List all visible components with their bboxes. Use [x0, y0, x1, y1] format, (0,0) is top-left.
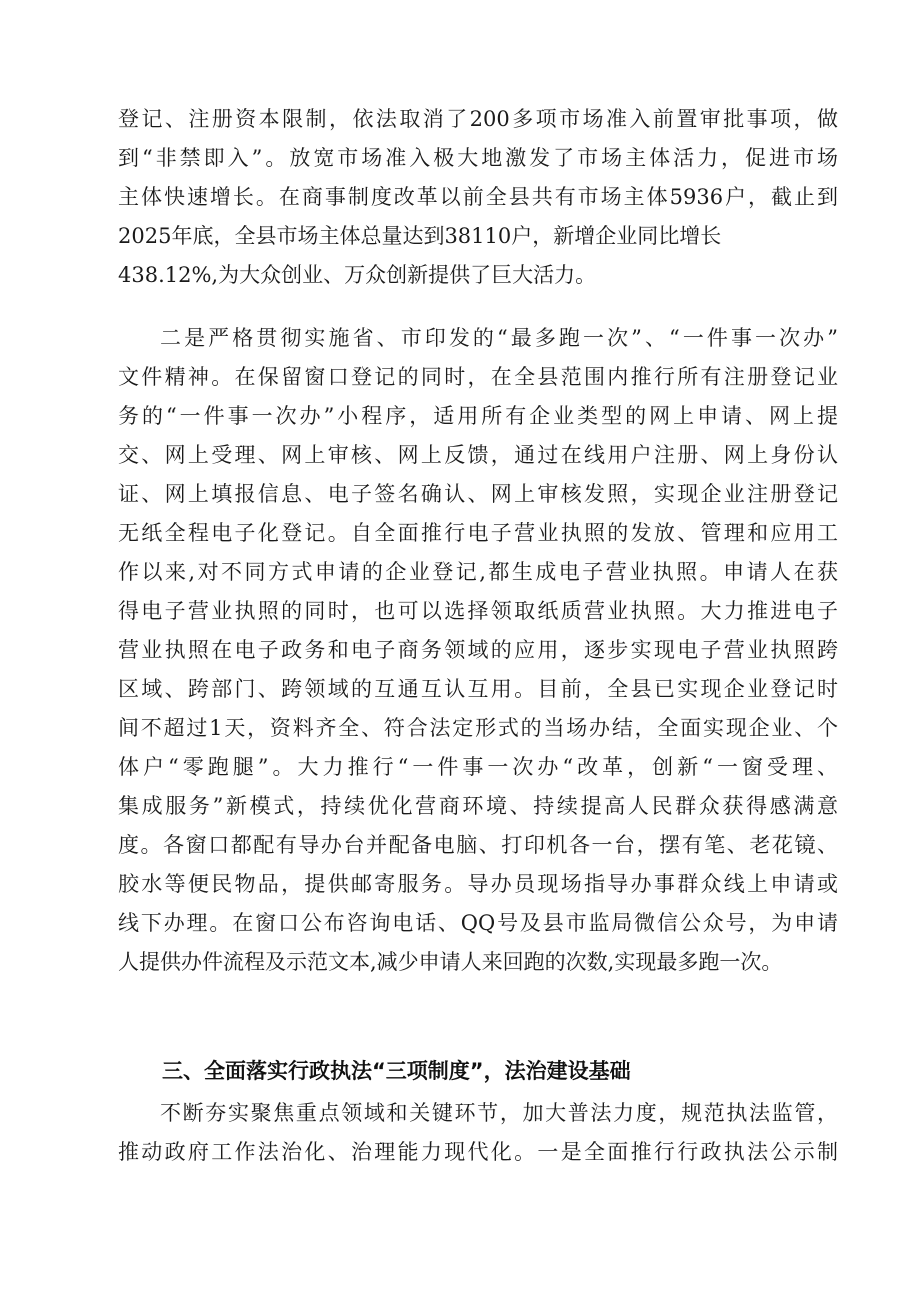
text-line: 438.12%,为大众创业、万众创新提供了巨大活力。 — [118, 263, 597, 287]
text-line: 作以来,对不同方式申请的企业登记,都生成电子营业执照。申请人在获 — [118, 560, 838, 584]
paragraph-2 — [118, 319, 838, 982]
text-line: 推动政府工作法治化、治理能力现代化。一是全面推行行政执法公示制 — [118, 1140, 838, 1164]
text-line: 集成服务”新模式，持续优化营商环境、持续提高人民群众获得感满意 — [118, 794, 838, 818]
text-line: 主体快速增长。在商事制度改革以前全县共有市场主体5936户，截止到 — [118, 185, 838, 209]
text-line: 不断夯实聚焦重点领域和关键环节，加大普法力度，规范执法监管， — [160, 1101, 838, 1125]
text-line: 务的“一件事一次办”小程序，适用所有企业类型的网上申请、网上提 — [118, 404, 838, 428]
text-line: 度。各窗口都配有导办台并配备电脑、打印机各一台，摆有笔、老花镜、 — [118, 833, 838, 857]
paragraph-3 — [118, 1094, 838, 1172]
text-line: 无纸全程电子化登记。自全面推行电子营业执照的发放、管理和应用工 — [118, 521, 838, 545]
text-line: 间不超过1天，资料齐全、符合法定形式的当场办结，全面实现企业、个 — [118, 716, 838, 740]
text-line: 体户“零跑腿”。大力推行“一件事一次办“改革，创新“一窗受理、 — [118, 755, 838, 779]
text-line: 营业执照在电子政务和电子商务领域的应用，逐步实现电子营业执照跨 — [118, 638, 838, 662]
text-line: 到“非禁即入”。放宽市场准入极大地激发了市场主体活力，促进市场 — [118, 146, 838, 170]
text-line: 二是严格贯彻实施省、市印发的“最多跑一次”、“一件事一次办” — [160, 326, 838, 350]
text-line: 得电子营业执照的同时，也可以选择领取纸质营业执照。大力推进电子 — [118, 599, 838, 623]
text-line: 交、网上受理、网上审核、网上反馈，通过在线用户注册、网上身份认 — [118, 443, 838, 467]
paragraph-1 — [118, 100, 838, 295]
section-heading: 三、全面落实行政执法“三项制度”，法治建设基础 — [162, 1059, 631, 1083]
text-line: 文件精神。在保留窗口登记的同时，在全县范围内推行所有注册登记业 — [118, 365, 838, 389]
text-line: 证、网上填报信息、电子签名确认、网上审核发照，实现企业注册登记 — [118, 482, 838, 506]
text-line: 2025年底，全县市场主体总量达到38110户，新增企业同比增长 — [118, 224, 722, 248]
text-line: 人提供办件流程及示范文本,减少申请人来回跑的次数,实现最多跑一次。 — [118, 950, 783, 974]
text-line: 登记、注册资本限制，依法取消了200多项市场准入前置审批事项，做 — [118, 107, 838, 131]
text-line: 胶水等便民物品，提供邮寄服务。导办员现场指导办事群众线上申请或 — [118, 872, 838, 896]
text-line: 线下办理。在窗口公布咨询电话、QQ号及县市监局微信公众号，为申请 — [118, 911, 838, 935]
text-line: 区域、跨部门、跨领域的互通互认互用。目前，全县已实现企业登记时 — [118, 677, 838, 701]
